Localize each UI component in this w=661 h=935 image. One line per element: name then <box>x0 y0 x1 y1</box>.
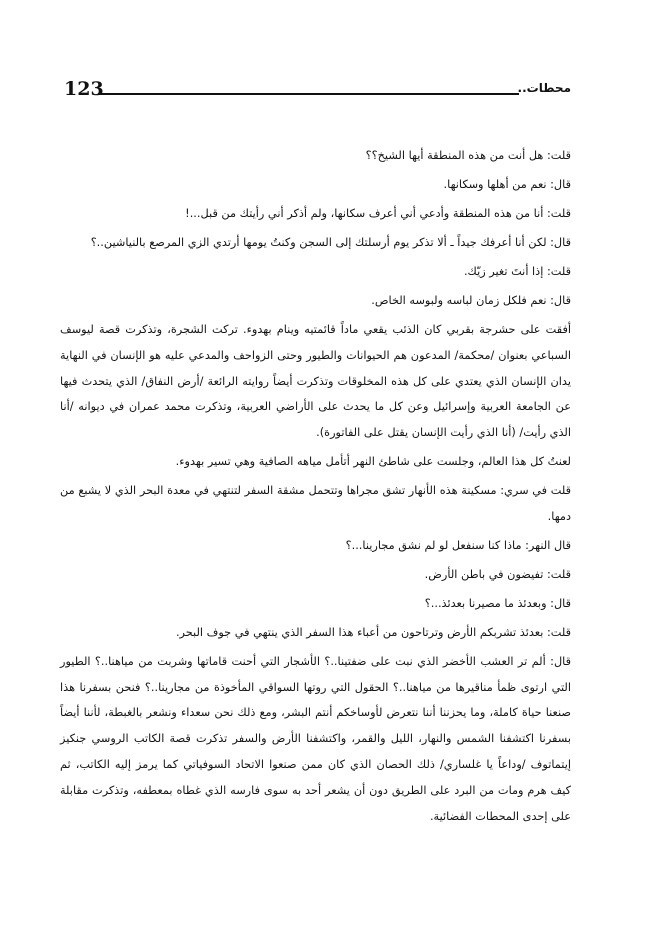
paragraph: قلت: بعدئذ تشربكم الأرض وترتاحون من أعباء هذا السفر الذي ينتهي في جوف البحر. <box>175 625 571 639</box>
paragraph: قلت: أنا من هذه المنطقة وأدعي أني أعرف سكانها، ولم أذكر أني رأيتك من قبل...! <box>185 206 571 220</box>
page-number: 123 <box>64 78 104 100</box>
paragraph: أفقت على حشرجة بقربي كان الذئب يقعي ماداً قائمتيه وينام بهدوء. تركت الشجرة، وتذكرت قصة ليوسف السباعي بعنوان /محكمة/ المدعون هم الحيوانات والطيور وحتى الزواحف والمدعي عليه هو الإنسان في النهاية يدان الإنسان الذي يعتدي على كل هذه المخلوقات وتذكرت أيضاً روايته الرائعة /أرض النفاق/ الذي يتحدث فيها عن الجامعة العربية وإسرائيل وعن كل ما يحدث على الأراضي العربية، وتذكرت محمد عمران في ديوانه /أنا الذي رأيت/ (أنا الذي رأيت الإنسان يقتل على الفاتورة). <box>60 322 571 440</box>
page-body <box>60 143 571 829</box>
paragraph: قلت: إذا أنتَ تغير زيّك. <box>463 264 571 278</box>
paragraph: لعنتُ كل هذا العالم، وجلست على شاطئ النهر أتأمل مياهه الصافية وهي تسير بهدوء. <box>175 455 571 469</box>
page-header <box>64 78 571 102</box>
running-title: محطات.. <box>517 81 571 95</box>
paragraph: قلت في سري: مسكينة هذه الأنهار تشق مجراها وتتحمل مشقة السفر لتنتهي في معدة البحر الذي لا يشبع من دمها. <box>60 484 571 523</box>
paragraph: قال النهر: ماذا كنا سنفعل لو لم نشق مجارينا...؟ <box>345 538 571 552</box>
paragraph: قال: لكن أنا أعرفك جيداً ـ ألا تذكر يوم أرسلتك إلى السجن وكنتُ يومها أرتدي الزي المرصع بالنياشين..؟ <box>90 235 571 249</box>
paragraph: قال: وبعدئذ ما مصيرنا بعدئذ...؟ <box>424 596 571 610</box>
paragraph: قال: نعم من أهلها وسكانها. <box>443 177 571 191</box>
header-rule <box>98 93 519 95</box>
paragraph: قال: ألم تر العشب الأخضر الذي نبت على ضفتينا..؟ الأشجار التي أحنت قاماتها وشربت من مياهنا..؟ الطيور التي ارتوى ظمأ مناقيرها من مياهنا..؟ الحقول التي روتها السواقي المأخوذة من مجارينا..؟ فنحن بسفرنا هذا صنعنا حياة كاملة، وما يحزننا أننا نتعرض لأوساخكم أنتم البشر، ومع ذلك نحن سعداء ونشعر بالغبطة، لأننا أيضاً بسفرنا اكتشفنا الشمس والنهار، الليل والقمر، واكتشفنا الأرض والسفر تذكرت قصة الكاتب الروسي جنكيز إيتماتوف /وداعاً يا غلساري/ ذلك الحصان الذي كان ممن صنعوا الاتحاد السوفياتي كما يرمز إليه الكاتب، ثم كيف هرم ومات من البرد على الطريق دون أن يشعر أحد به سوى فارسه الذي غطاه بمعطفه، وتذكرت مقابلة على إحدى المحطات الفضائية. <box>60 654 571 823</box>
paragraph: قلت: تفيضون في باطن الأرض. <box>424 567 571 581</box>
paragraph: قلت: هل أنت من هذه المنطقة أيها الشيخ؟؟ <box>365 149 571 162</box>
paragraph: قال: نعم فلكل زمان لباسه ولبوسه الخاص. <box>371 293 571 307</box>
